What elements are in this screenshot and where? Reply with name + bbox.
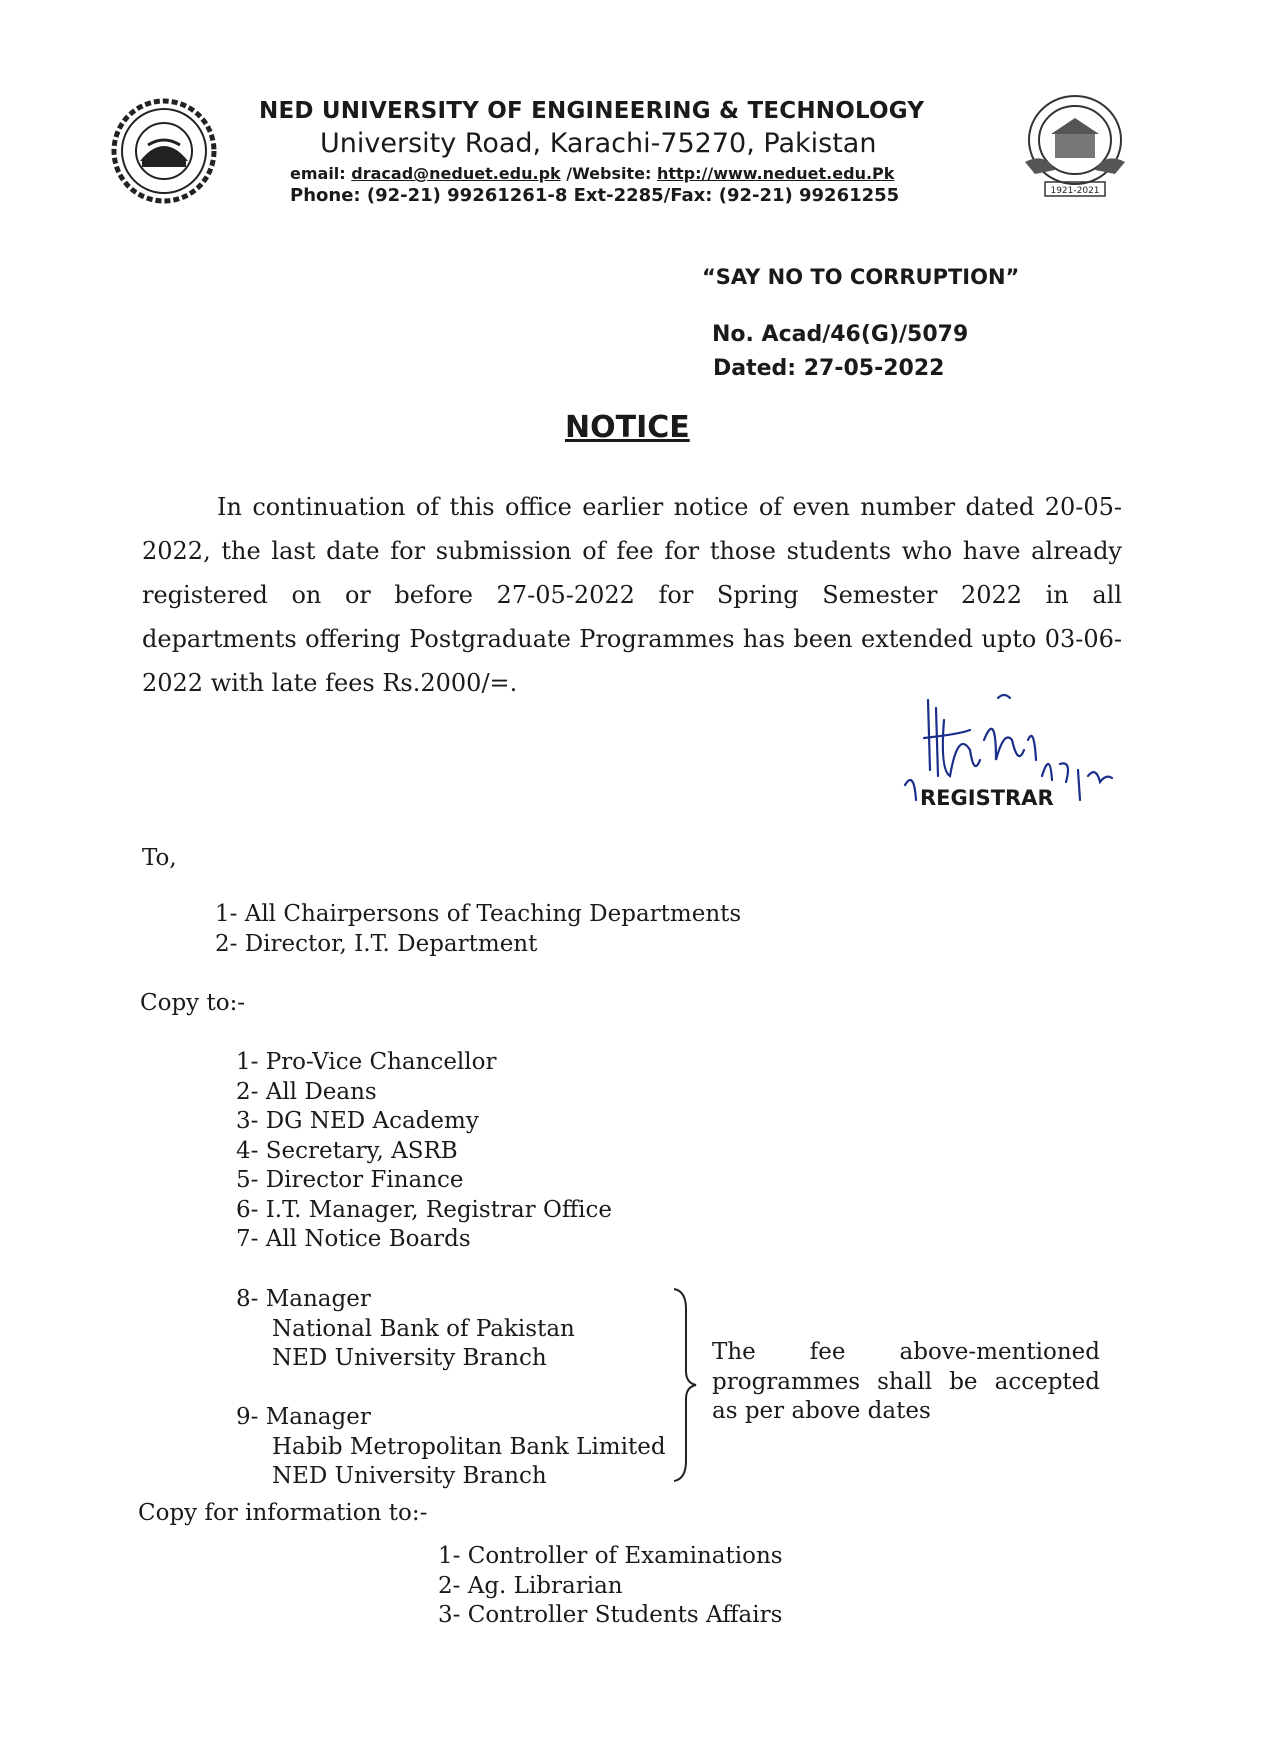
list-item: 2- Director, I.T. Department — [215, 930, 538, 957]
centenary-logo — [1015, 92, 1135, 204]
bank-name: Habib Metropolitan Bank Limited — [272, 1433, 666, 1460]
contact-line — [290, 164, 894, 183]
bank-name: National Bank of Pakistan — [272, 1315, 575, 1342]
list-item: 2- All Deans — [236, 1078, 377, 1105]
reference-date: Dated: 27-05-2022 — [713, 356, 945, 381]
bank-heading: 8- Manager — [236, 1286, 371, 1312]
email-link[interactable]: dracad@neduet.edu.pk — [351, 164, 561, 183]
email-label: email: — [290, 164, 346, 183]
list-item: 2- Ag. Librarian — [438, 1572, 623, 1599]
list-item: 1- Pro-Vice Chancellor — [236, 1049, 497, 1075]
list-item: 6- I.T. Manager, Registrar Office — [236, 1196, 613, 1223]
list-item: 3- DG NED Academy — [236, 1108, 479, 1134]
list-item: 4- Secretary, ASRB — [236, 1137, 458, 1164]
reference-number: No. Acad/46(G)/5079 — [712, 322, 969, 347]
list-item: 7- All Notice Boards — [236, 1226, 471, 1252]
registrar-title: REGISTRAR — [920, 786, 1054, 810]
bank-recipients — [236, 1285, 666, 1521]
website-link[interactable]: http://www.neduet.edu.Pk — [656, 164, 895, 183]
bank-recipient — [236, 1285, 666, 1374]
university-address: University Road, Karachi-75270, Pakistan — [320, 128, 877, 159]
notice-title: NOTICE — [565, 410, 690, 445]
to-label: To, — [142, 845, 177, 871]
copy-for-information-list — [438, 1542, 783, 1631]
list-item: 3- Controller Students Affairs — [438, 1602, 783, 1628]
curly-brace — [670, 1285, 700, 1485]
logo-year-range: 1921-2021 — [1050, 186, 1100, 196]
bank-heading: 9- Manager — [236, 1404, 371, 1430]
ned-university-logo — [108, 95, 220, 207]
list-item: 1- Controller of Examinations — [438, 1543, 783, 1569]
phone-fax-line: Phone: (92-21) 99261261-8 Ext-2285/Fax: (92-21) 99261255 — [290, 185, 900, 206]
list-item: 5- Director Finance — [236, 1167, 464, 1193]
copy-for-information-label: Copy for information to:- — [138, 1500, 428, 1526]
copy-to-list — [236, 1048, 612, 1255]
website-label: /Website: — [566, 164, 652, 183]
to-list — [215, 900, 741, 959]
university-name: NED UNIVERSITY OF ENGINEERING & TECHNOLOGY — [259, 98, 925, 124]
slogan: “SAY NO TO CORRUPTION” — [702, 265, 1020, 289]
notice-body: In continuation of this office earlier notice of even number dated 20-05-2022, the last date for submission of fee for those students who have already registered on or before 27-05-2022 for Spring Semester 2022 in all departments offering Postgraduate Programmes has been extended upto 03-06-2022 with late fees Rs.2000/=. — [142, 493, 1122, 697]
list-item: 1- All Chairpersons of Teaching Departments — [215, 901, 742, 927]
copy-to-label: Copy to:- — [140, 990, 246, 1016]
bank-branch: NED University Branch — [272, 1345, 547, 1371]
bank-note: The fee above-mentioned programmes shall be accepted as per above dates — [712, 1339, 1100, 1424]
bank-recipient — [236, 1403, 666, 1492]
bank-branch: NED University Branch — [272, 1463, 547, 1489]
